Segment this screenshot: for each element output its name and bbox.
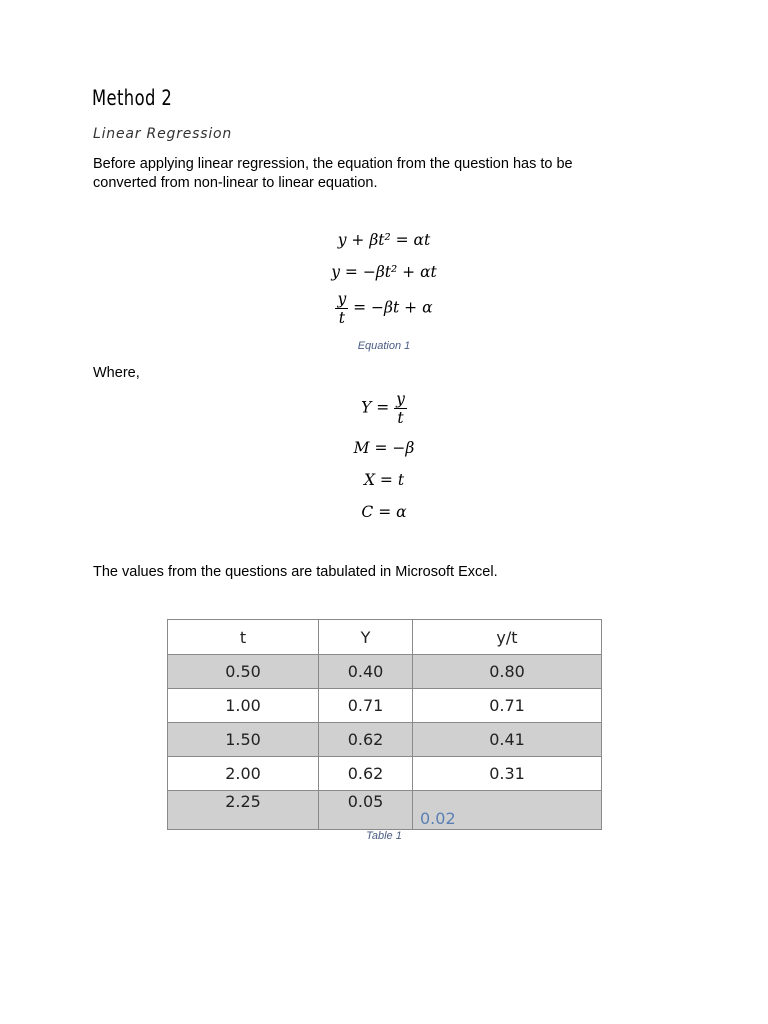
equation-3-rest: = −βt + α [353,298,433,317]
table-row [168,723,602,757]
table-row [168,689,602,723]
equation-3-numerator: y [337,290,347,308]
cell-t: 2.00 [168,757,319,791]
equation-line-3 [0,290,768,327]
table-intro: The values from the questions are tabulated in Microsoft Excel. [93,564,498,580]
definition-x: X = t [363,471,405,489]
table-caption: Table 1 [366,830,402,842]
table-row [168,757,602,791]
equation-line-2: y = −βt² + αt [331,263,437,281]
cell-y-over-t: 0.71 [413,689,602,723]
definition-m: M = −β [353,439,415,457]
header-t: t [168,620,319,655]
cell-t: 1.00 [168,689,319,723]
intro-line-2: converted from non-linear to linear equation. [93,175,378,191]
equation-caption: Equation 1 [357,340,411,352]
cell-y-over-t [413,791,602,830]
cell-y [319,791,413,830]
cell-y-over-t: 0.41 [413,723,602,757]
equation-line-1: y + βt² = αt [337,231,431,249]
header-y-over-t: y/t [413,620,602,655]
section-subheading: Linear Regression [93,126,233,142]
cell-t: 0.50 [168,655,319,689]
intro-line-1: Before applying linear regression, the equation from the question has to be [93,156,573,172]
cell-t: 1.50 [168,723,319,757]
cell-y: 0.40 [319,655,413,689]
table-row [168,791,602,830]
definition-y-denominator: t [397,409,404,427]
definition-c: C = α [361,503,407,521]
table-header-row [168,620,602,655]
cell-y-over-t-text: 0.02 [420,809,456,828]
intro-paragraph [93,155,653,193]
cell-y: 0.71 [319,689,413,723]
page-title: Method 2 [92,86,173,110]
definition-y-numerator: y [396,390,405,408]
cell-y-over-t: 0.31 [413,757,602,791]
cell-t [168,791,319,830]
cell-y-over-t: 0.80 [413,655,602,689]
cell-y: 0.62 [319,757,413,791]
equation-3-fraction [335,290,348,327]
definition-y-fraction [394,390,407,427]
cell-y-text: 0.05 [347,792,384,811]
definition-y [0,390,768,427]
data-table [167,619,602,830]
table-row [168,655,602,689]
equation-3-denominator: t [338,309,345,327]
definition-y-left: Y = [361,398,390,417]
cell-t-text: 2.25 [225,792,261,811]
header-y: Y [319,620,413,655]
cell-y: 0.62 [319,723,413,757]
where-label: Where, [93,365,140,381]
